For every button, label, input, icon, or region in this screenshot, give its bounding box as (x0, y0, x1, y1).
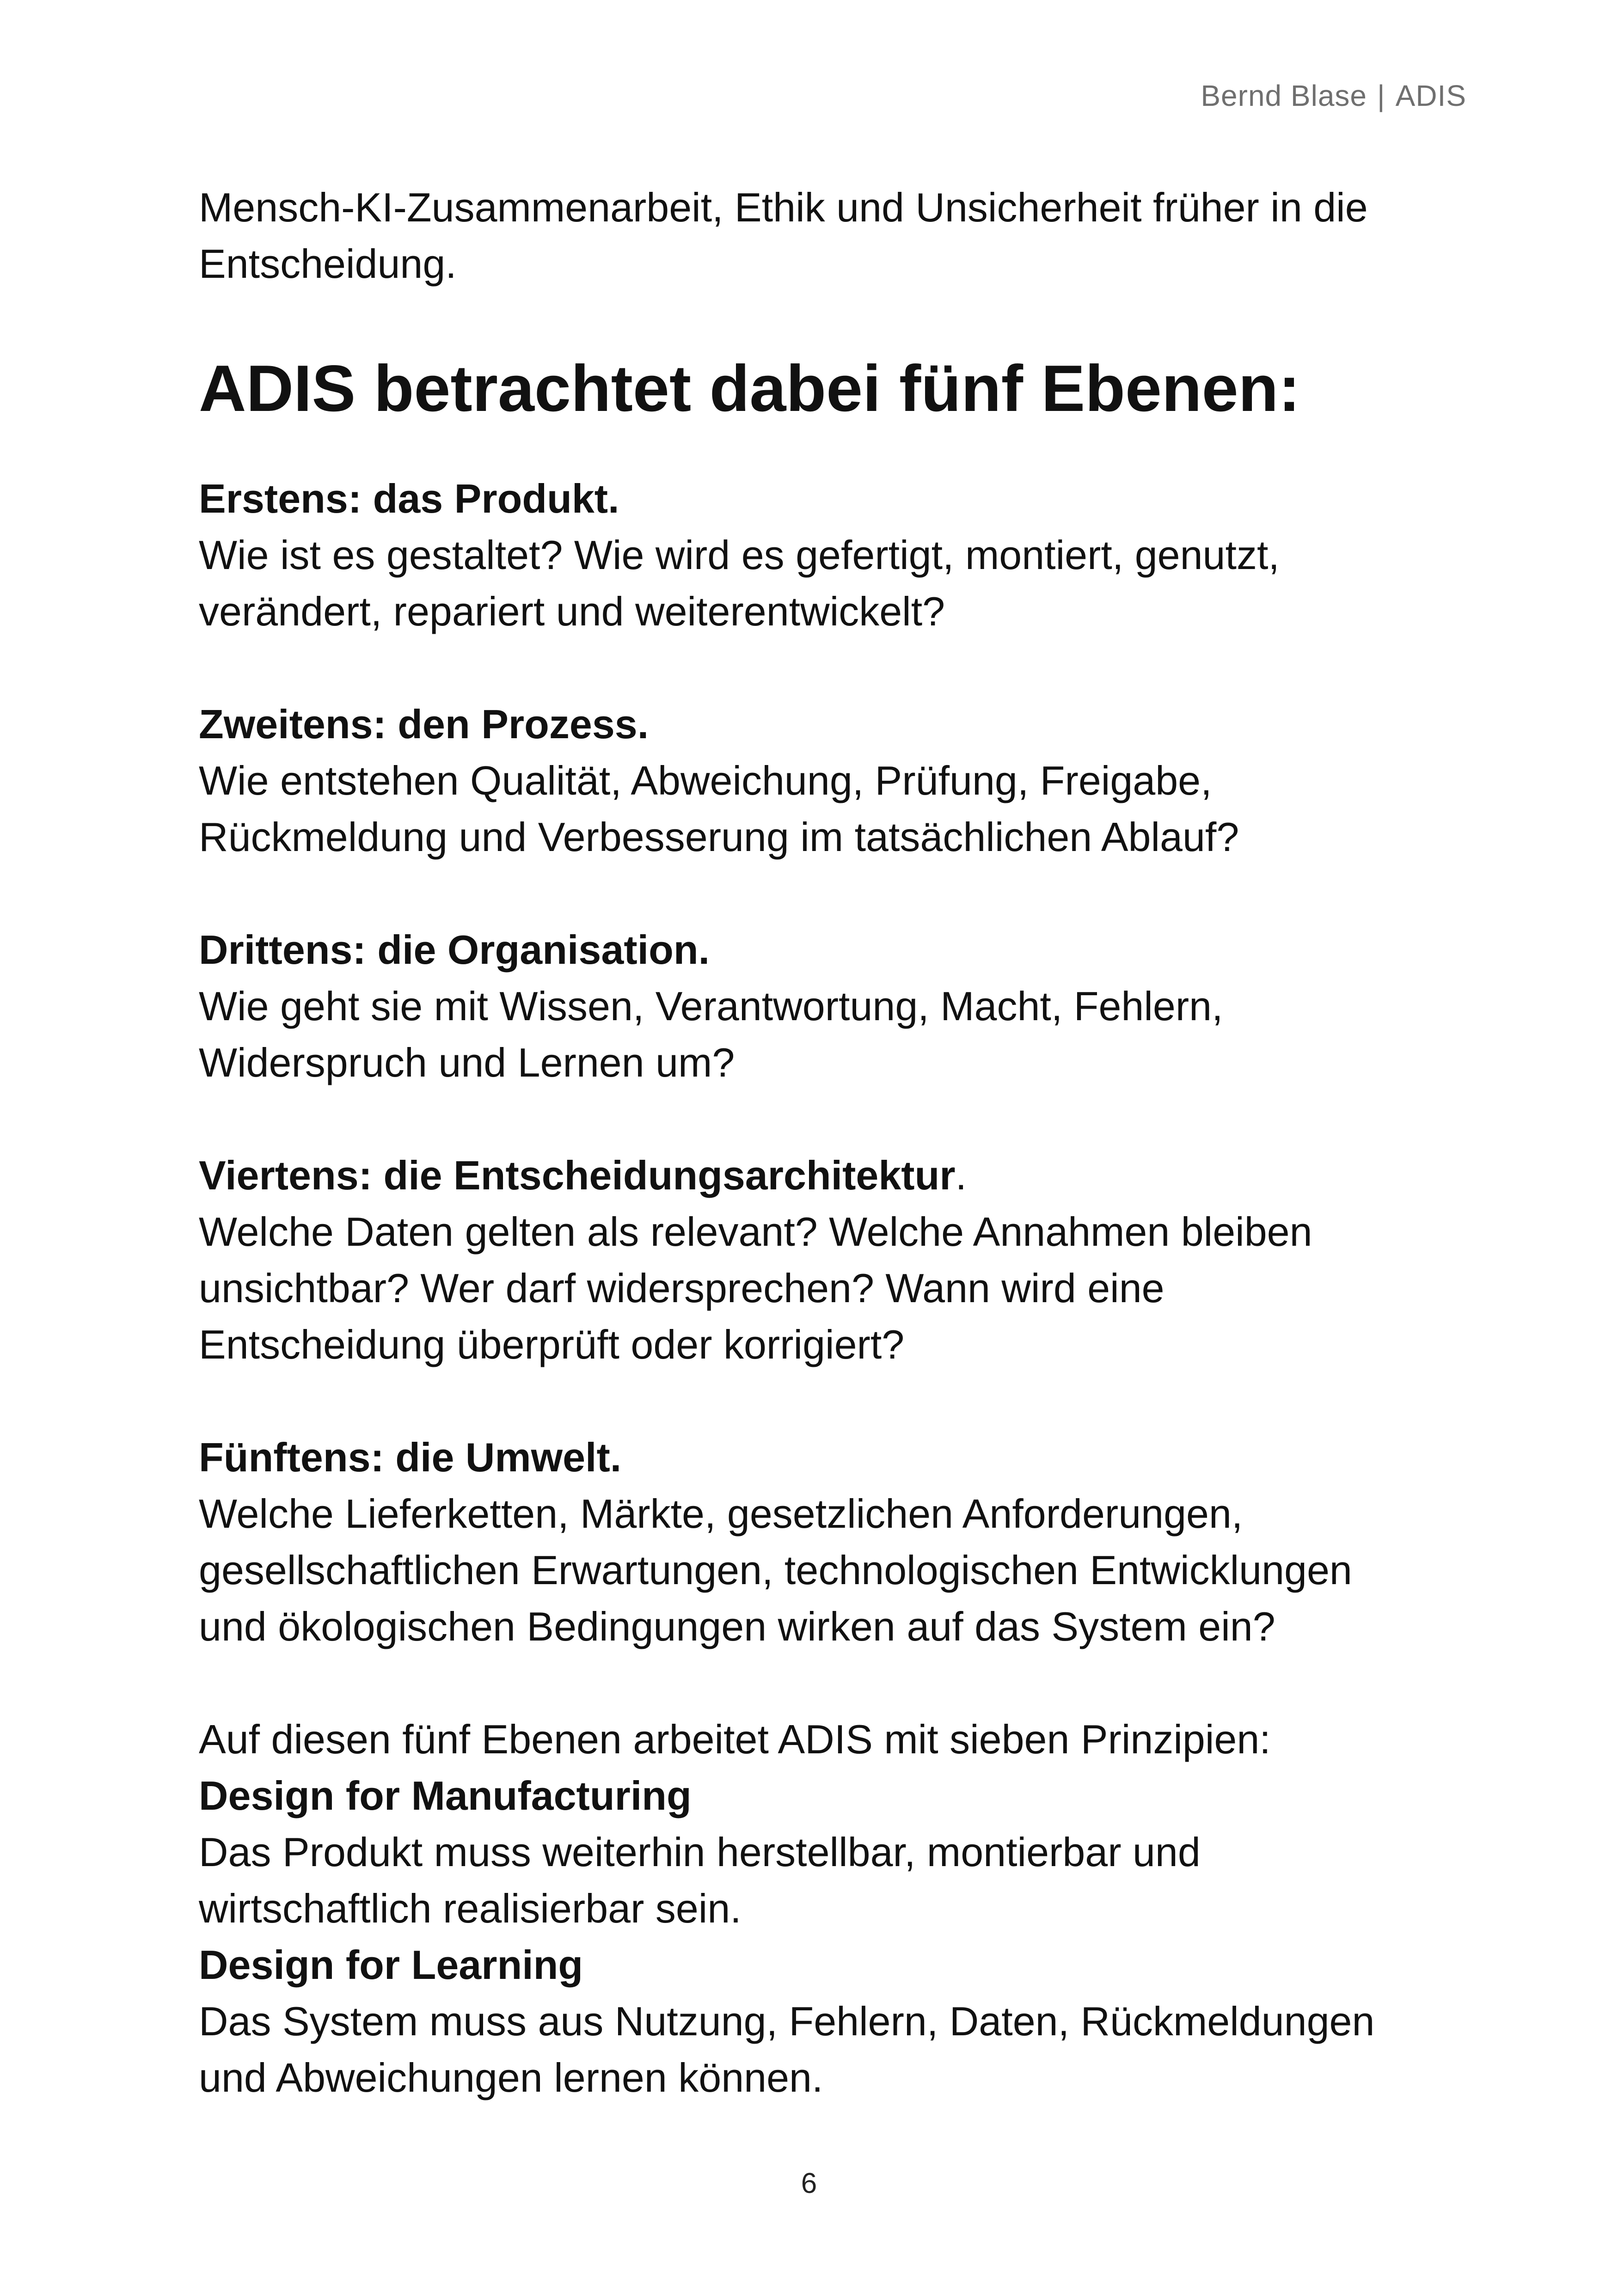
principle-line: Das System muss aus Nutzung, Fehlern, Daten, Rückmeldungen (199, 1998, 1375, 2044)
level-line: gesellschaftlichen Erwartungen, technologischen Entwicklungen (199, 1547, 1352, 1593)
page-number: 6 (801, 2167, 817, 2199)
principle-line: wirtschaftlich realisierbar sein. (199, 1886, 742, 1931)
level-block (199, 1429, 1475, 1655)
principles-intro: Auf diesen fünf Ebenen arbeitet ADIS mit sieben Prinzipien: (199, 1716, 1271, 1762)
level-line: Entscheidung überprüft oder korrigiert? (199, 1322, 905, 1367)
section-heading: ADIS betrachtet dabei fünf Ebenen: (199, 352, 1300, 425)
level-line: Rückmeldung und Verbesserung im tatsächlichen Ablauf? (199, 814, 1239, 860)
level-title: Drittens: die Organisation. (199, 927, 710, 973)
level-line: unsichtbar? Wer darf widersprechen? Wann wird eine (199, 1265, 1164, 1311)
level-block (199, 922, 1475, 1091)
level-title: Zweitens: den Prozess. (199, 701, 649, 747)
intro-line: Mensch-KI-Zusammenarbeit, Ethik und Unsicherheit früher in die (199, 184, 1368, 230)
header-separator: | (1377, 79, 1385, 112)
level-line: Wie entstehen Qualität, Abweichung, Prüfung, Freigabe, (199, 758, 1212, 803)
level-block (199, 1147, 1475, 1373)
principle-line: Das Produkt muss weiterhin herstellbar, montierbar und (199, 1829, 1201, 1875)
level-line: Welche Lieferketten, Märkte, gesetzlichen Anforderungen, (199, 1491, 1243, 1537)
principle-title: Design for Learning (199, 1942, 583, 1988)
level-block (199, 471, 1475, 640)
level-line: Wie geht sie mit Wissen, Verantwortung, Macht, Fehlern, (199, 983, 1223, 1029)
level-line: Wie ist es gestaltet? Wie wird es gefertigt, montiert, genutzt, (199, 532, 1280, 578)
header-author: Bernd Blase (1201, 79, 1367, 112)
level-title: Viertens: die Entscheidungsarchitektur (199, 1152, 956, 1198)
level-title: Erstens: das Produkt. (199, 476, 619, 521)
principle-title: Design for Manufacturing (199, 1773, 692, 1818)
level-line: verändert, repariert und weiterentwickelt? (199, 588, 945, 634)
level-line: Widerspruch und Lernen um? (199, 1040, 735, 1085)
principle-line: und Abweichungen lernen können. (199, 2055, 823, 2100)
level-line: Welche Daten gelten als relevant? Welche Annahmen bleiben (199, 1209, 1312, 1255)
level-title-suffix: . (955, 1152, 967, 1198)
level-block (199, 696, 1475, 865)
header-title: ADIS (1395, 79, 1466, 112)
level-title: Fünftens: die Umwelt. (199, 1434, 622, 1480)
page-content (199, 179, 1475, 2106)
intro-paragraph (199, 179, 1475, 292)
level-line: und ökologischen Bedingungen wirken auf das System ein? (199, 1604, 1275, 1649)
intro-line: Entscheidung. (199, 241, 457, 287)
running-header (1201, 79, 1466, 113)
principles-block (199, 1711, 1475, 2106)
